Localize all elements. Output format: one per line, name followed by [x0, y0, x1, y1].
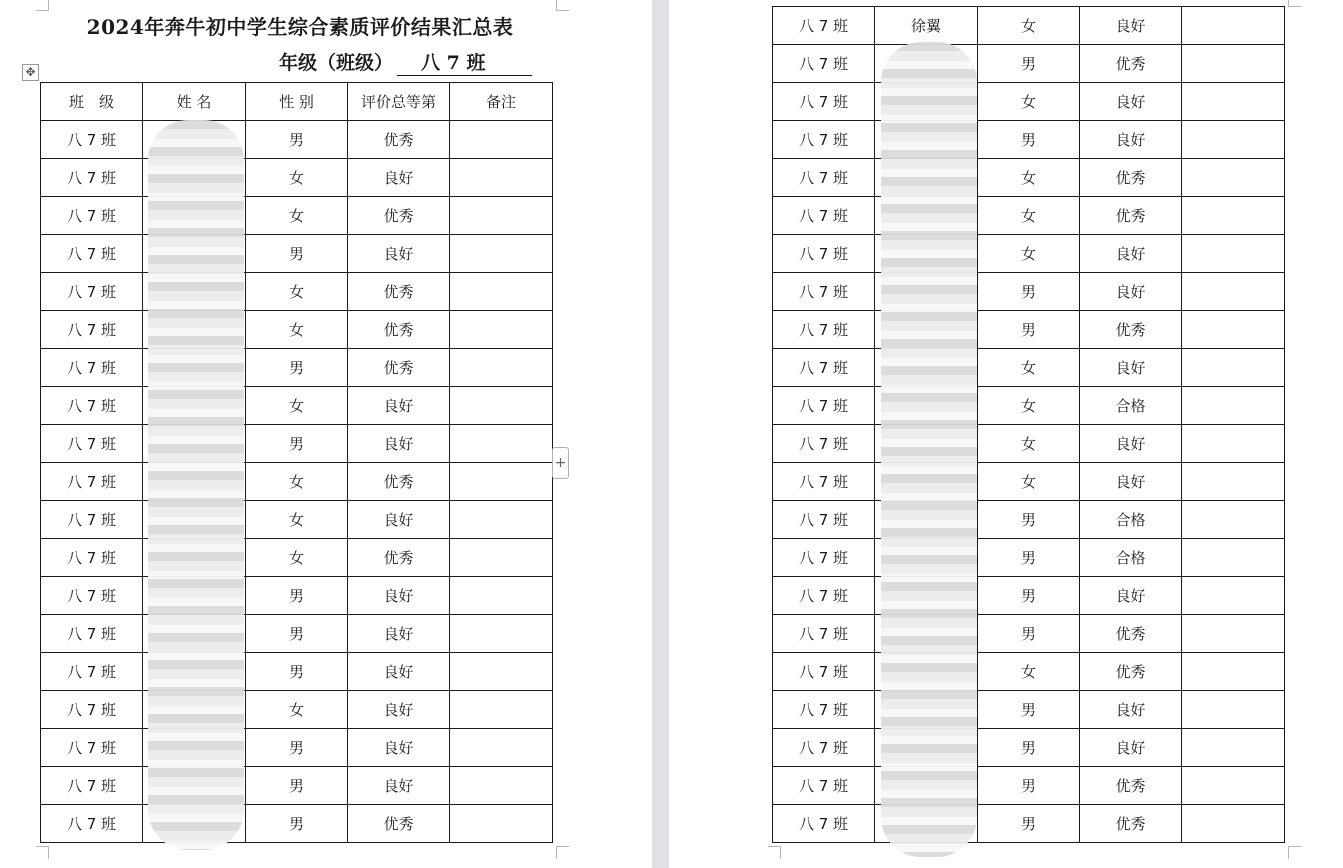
cell-gender[interactable]: 男 — [246, 729, 348, 767]
table-row — [773, 83, 1285, 121]
table-header-row — [41, 83, 553, 121]
margin-mark — [36, 0, 49, 11]
table-row — [773, 653, 1285, 691]
cell-note[interactable] — [450, 387, 553, 425]
cell-note[interactable] — [1182, 767, 1285, 805]
cell-gender[interactable]: 男 — [978, 539, 1080, 577]
cell-gender[interactable]: 男 — [978, 501, 1080, 539]
cell-note[interactable] — [1182, 121, 1285, 159]
cell-gender[interactable]: 男 — [978, 577, 1080, 615]
cell-note[interactable] — [1182, 311, 1285, 349]
cell-note[interactable] — [450, 349, 553, 387]
margin-mark — [768, 846, 781, 859]
cell-note[interactable] — [1182, 539, 1285, 577]
cell-class[interactable]: 八 7 班 — [773, 7, 875, 45]
table-row — [41, 273, 553, 311]
cell-grade[interactable]: 良好 — [1080, 121, 1182, 159]
cell-gender[interactable]: 男 — [978, 273, 1080, 311]
table-row — [41, 653, 553, 691]
plus-icon[interactable]: + — [552, 447, 569, 479]
cell-grade[interactable]: 良好 — [1080, 729, 1182, 767]
cell-note[interactable] — [1182, 83, 1285, 121]
cell-note[interactable] — [1182, 235, 1285, 273]
table-row — [773, 235, 1285, 273]
table-row — [773, 615, 1285, 653]
cell-note[interactable] — [450, 615, 553, 653]
cell-note[interactable] — [1182, 273, 1285, 311]
table-row — [41, 767, 553, 805]
table-row — [773, 805, 1285, 843]
table-row — [773, 197, 1285, 235]
table-row — [773, 121, 1285, 159]
table-row — [41, 197, 553, 235]
cell-grade[interactable]: 良好 — [348, 387, 450, 425]
table-row — [41, 235, 553, 273]
table-row — [41, 159, 553, 197]
cell-class[interactable]: 八 7 班 — [41, 387, 143, 425]
table-row — [773, 425, 1285, 463]
cell-grade[interactable]: 良好 — [348, 501, 450, 539]
cell-gender[interactable]: 女 — [246, 387, 348, 425]
table-row — [41, 463, 553, 501]
table-row — [41, 501, 553, 539]
cell-grade[interactable]: 合格 — [1080, 501, 1182, 539]
cell-note[interactable] — [1182, 7, 1285, 45]
cell-grade[interactable]: 良好 — [1080, 463, 1182, 501]
cell-class[interactable]: 八 7 班 — [773, 235, 875, 273]
cell-class[interactable]: 八 7 班 — [41, 501, 143, 539]
cell-note[interactable] — [450, 729, 553, 767]
cell-note[interactable] — [450, 463, 553, 501]
header-note[interactable]: 备注 — [450, 83, 553, 121]
table-row — [773, 45, 1285, 83]
cell-note[interactable] — [450, 311, 553, 349]
move-arrows-icon[interactable]: ✥ — [22, 64, 39, 81]
redaction-blur — [148, 120, 244, 850]
cell-note[interactable] — [1182, 729, 1285, 767]
cell-class[interactable]: 八 7 班 — [773, 273, 875, 311]
table-row — [41, 311, 553, 349]
cell-gender[interactable]: 男 — [978, 311, 1080, 349]
cell-gender[interactable]: 男 — [246, 349, 348, 387]
cell-grade[interactable]: 优秀 — [348, 311, 450, 349]
cell-gender[interactable]: 男 — [978, 729, 1080, 767]
cell-note[interactable] — [1182, 45, 1285, 83]
cell-grade[interactable]: 优秀 — [1080, 767, 1182, 805]
cell-class[interactable]: 八 7 班 — [773, 425, 875, 463]
cell-note[interactable] — [1182, 653, 1285, 691]
cell-gender[interactable]: 女 — [978, 83, 1080, 121]
table-row — [773, 767, 1285, 805]
cell-class[interactable]: 八 7 班 — [41, 311, 143, 349]
margin-mark — [1288, 0, 1301, 7]
cell-note[interactable] — [1182, 577, 1285, 615]
cell-gender[interactable]: 女 — [246, 197, 348, 235]
grade-line — [279, 48, 532, 76]
table-row — [773, 387, 1285, 425]
cell-note[interactable] — [450, 691, 553, 729]
cell-gender[interactable]: 男 — [978, 121, 1080, 159]
table-row — [41, 121, 553, 159]
grade-value: 八 7 班 — [397, 48, 532, 76]
cell-grade[interactable]: 良好 — [1080, 577, 1182, 615]
cell-note[interactable] — [450, 197, 553, 235]
document-title: 2024年奔牛初中学生综合素质评价结果汇总表 — [86, 15, 514, 39]
results-table-page-1 — [40, 82, 553, 843]
table-row — [41, 349, 553, 387]
cell-grade[interactable]: 良好 — [1080, 83, 1182, 121]
page-gap — [652, 0, 669, 868]
cell-gender[interactable]: 女 — [978, 159, 1080, 197]
cell-class[interactable]: 八 7 班 — [773, 577, 875, 615]
cell-class[interactable]: 八 7 班 — [773, 691, 875, 729]
cell-grade[interactable]: 良好 — [1080, 691, 1182, 729]
cell-grade[interactable]: 优秀 — [1080, 197, 1182, 235]
cell-grade[interactable]: 良好 — [1080, 425, 1182, 463]
redaction-blur — [881, 42, 977, 857]
cell-class[interactable]: 八 7 班 — [773, 83, 875, 121]
cell-grade[interactable]: 优秀 — [348, 539, 450, 577]
cell-grade[interactable]: 优秀 — [1080, 805, 1182, 843]
cell-note[interactable] — [1182, 615, 1285, 653]
table-row — [773, 7, 1285, 45]
cell-class[interactable]: 八 7 班 — [773, 653, 875, 691]
cell-class[interactable]: 八 7 班 — [773, 729, 875, 767]
cell-grade[interactable]: 合格 — [1080, 387, 1182, 425]
table-row — [773, 349, 1285, 387]
cell-note[interactable] — [1182, 387, 1285, 425]
cell-gender[interactable]: 女 — [978, 235, 1080, 273]
margin-mark — [1288, 846, 1301, 859]
cell-note[interactable] — [450, 121, 553, 159]
cell-grade[interactable]: 良好 — [1080, 235, 1182, 273]
cell-gender[interactable]: 女 — [978, 387, 1080, 425]
cell-class[interactable]: 八 7 班 — [773, 197, 875, 235]
cell-gender[interactable]: 男 — [246, 805, 348, 843]
cell-grade[interactable]: 良好 — [348, 767, 450, 805]
table-row — [41, 387, 553, 425]
cell-class[interactable]: 八 7 班 — [773, 501, 875, 539]
cell-class[interactable]: 八 7 班 — [41, 805, 143, 843]
cell-class[interactable]: 八 7 班 — [41, 615, 143, 653]
cell-gender[interactable]: 男 — [978, 615, 1080, 653]
cell-gender[interactable]: 女 — [978, 425, 1080, 463]
cell-gender[interactable]: 男 — [246, 121, 348, 159]
margin-mark — [36, 846, 49, 859]
cell-gender[interactable]: 男 — [246, 653, 348, 691]
cell-class[interactable]: 八 7 班 — [41, 159, 143, 197]
cell-class[interactable]: 八 7 班 — [41, 767, 143, 805]
cell-class[interactable]: 八 7 班 — [773, 387, 875, 425]
cell-grade[interactable]: 优秀 — [348, 805, 450, 843]
table-row — [41, 577, 553, 615]
cell-class[interactable]: 八 7 班 — [773, 615, 875, 653]
cell-note[interactable] — [1182, 463, 1285, 501]
table-row — [773, 159, 1285, 197]
cell-class[interactable]: 八 7 班 — [41, 729, 143, 767]
cell-gender[interactable]: 女 — [246, 501, 348, 539]
cell-class[interactable]: 八 7 班 — [773, 311, 875, 349]
table-row — [773, 501, 1285, 539]
cell-gender[interactable]: 女 — [246, 463, 348, 501]
cell-grade[interactable]: 优秀 — [348, 349, 450, 387]
cell-note[interactable] — [1182, 691, 1285, 729]
cell-class[interactable]: 八 7 班 — [773, 159, 875, 197]
table-row — [773, 273, 1285, 311]
cell-grade[interactable]: 良好 — [1080, 349, 1182, 387]
table-row — [41, 729, 553, 767]
cell-note[interactable] — [450, 653, 553, 691]
header-name[interactable]: 姓 名 — [143, 83, 246, 121]
table-row — [41, 425, 553, 463]
cell-gender[interactable]: 男 — [246, 235, 348, 273]
cell-grade[interactable]: 良好 — [348, 159, 450, 197]
cell-class[interactable]: 八 7 班 — [773, 463, 875, 501]
cell-note[interactable] — [1182, 349, 1285, 387]
cell-grade[interactable]: 良好 — [1080, 7, 1182, 45]
cell-note[interactable] — [1182, 197, 1285, 235]
cell-gender[interactable]: 女 — [246, 273, 348, 311]
cell-note[interactable] — [450, 273, 553, 311]
cell-gender[interactable]: 男 — [246, 615, 348, 653]
header-grade[interactable]: 评价总等第 — [348, 83, 450, 121]
margin-mark — [556, 0, 569, 11]
cell-grade[interactable]: 优秀 — [348, 273, 450, 311]
cell-class[interactable]: 八 7 班 — [41, 121, 143, 159]
table-row — [41, 691, 553, 729]
cell-gender[interactable]: 男 — [978, 691, 1080, 729]
cell-class[interactable]: 八 7 班 — [41, 539, 143, 577]
table-row — [773, 691, 1285, 729]
cell-note[interactable] — [1182, 805, 1285, 843]
cell-grade[interactable]: 优秀 — [1080, 45, 1182, 83]
table-row — [773, 311, 1285, 349]
cell-gender[interactable]: 女 — [978, 7, 1080, 45]
cell-grade[interactable]: 合格 — [1080, 539, 1182, 577]
cell-gender[interactable]: 男 — [978, 767, 1080, 805]
cell-class[interactable]: 八 7 班 — [773, 805, 875, 843]
cell-grade[interactable]: 优秀 — [348, 463, 450, 501]
cell-grade[interactable]: 良好 — [348, 577, 450, 615]
cell-gender[interactable]: 男 — [978, 805, 1080, 843]
cell-class[interactable]: 八 7 班 — [41, 691, 143, 729]
cell-gender[interactable]: 男 — [978, 45, 1080, 83]
cell-class[interactable]: 八 7 班 — [773, 767, 875, 805]
cell-gender[interactable]: 男 — [246, 577, 348, 615]
cell-class[interactable]: 八 7 班 — [773, 45, 875, 83]
margin-mark — [556, 846, 569, 859]
cell-grade[interactable]: 良好 — [348, 729, 450, 767]
cell-grade[interactable]: 良好 — [348, 691, 450, 729]
document-page-1 — [0, 0, 652, 868]
grade-label: 年级（班级） — [279, 52, 394, 74]
cell-class[interactable]: 八 7 班 — [41, 273, 143, 311]
cell-class[interactable]: 八 7 班 — [41, 577, 143, 615]
cell-name[interactable]: 徐翼 — [875, 7, 978, 45]
cell-class[interactable]: 八 7 班 — [773, 121, 875, 159]
cell-grade[interactable]: 良好 — [1080, 273, 1182, 311]
cell-note[interactable] — [450, 159, 553, 197]
table-row — [41, 539, 553, 577]
table-row — [773, 539, 1285, 577]
table-row — [773, 729, 1285, 767]
cell-grade[interactable]: 良好 — [348, 615, 450, 653]
cell-grade[interactable]: 良好 — [348, 235, 450, 273]
cell-grade[interactable]: 良好 — [348, 425, 450, 463]
cell-grade[interactable]: 良好 — [348, 653, 450, 691]
cell-gender[interactable]: 女 — [246, 539, 348, 577]
table-row — [773, 463, 1285, 501]
results-table-page-2 — [772, 6, 1285, 843]
cell-grade[interactable]: 优秀 — [348, 121, 450, 159]
table-row — [773, 577, 1285, 615]
cell-note[interactable] — [1182, 159, 1285, 197]
cell-note[interactable] — [450, 577, 553, 615]
document-page-2 — [669, 0, 1343, 868]
cell-gender[interactable]: 女 — [246, 691, 348, 729]
cell-gender[interactable]: 女 — [978, 197, 1080, 235]
cell-grade[interactable]: 优秀 — [1080, 615, 1182, 653]
cell-gender[interactable]: 男 — [246, 767, 348, 805]
cell-note[interactable] — [450, 425, 553, 463]
cell-class[interactable]: 八 7 班 — [773, 539, 875, 577]
cell-gender[interactable]: 女 — [978, 349, 1080, 387]
cell-note[interactable] — [1182, 501, 1285, 539]
cell-gender[interactable]: 女 — [246, 159, 348, 197]
cell-grade[interactable]: 优秀 — [1080, 653, 1182, 691]
cell-note[interactable] — [450, 805, 553, 843]
cell-gender[interactable]: 女 — [246, 311, 348, 349]
cell-note[interactable] — [450, 767, 553, 805]
cell-gender[interactable]: 女 — [978, 653, 1080, 691]
cell-class[interactable]: 八 7 班 — [41, 653, 143, 691]
cell-grade[interactable]: 优秀 — [1080, 311, 1182, 349]
cell-gender[interactable]: 女 — [978, 463, 1080, 501]
header-gender[interactable]: 性 别 — [246, 83, 348, 121]
cell-class[interactable]: 八 7 班 — [41, 197, 143, 235]
cell-grade[interactable]: 优秀 — [348, 197, 450, 235]
table-row — [41, 615, 553, 653]
cell-note[interactable] — [450, 235, 553, 273]
cell-class[interactable]: 八 7 班 — [773, 349, 875, 387]
cell-class[interactable]: 八 7 班 — [41, 425, 143, 463]
cell-class[interactable]: 八 7 班 — [41, 349, 143, 387]
cell-note[interactable] — [450, 501, 553, 539]
cell-class[interactable]: 八 7 班 — [41, 235, 143, 273]
table-row — [41, 805, 553, 843]
header-class[interactable]: 班 级 — [41, 83, 143, 121]
cell-note[interactable] — [1182, 425, 1285, 463]
cell-grade[interactable]: 优秀 — [1080, 159, 1182, 197]
cell-gender[interactable]: 男 — [246, 425, 348, 463]
cell-note[interactable] — [450, 539, 553, 577]
cell-class[interactable]: 八 7 班 — [41, 463, 143, 501]
